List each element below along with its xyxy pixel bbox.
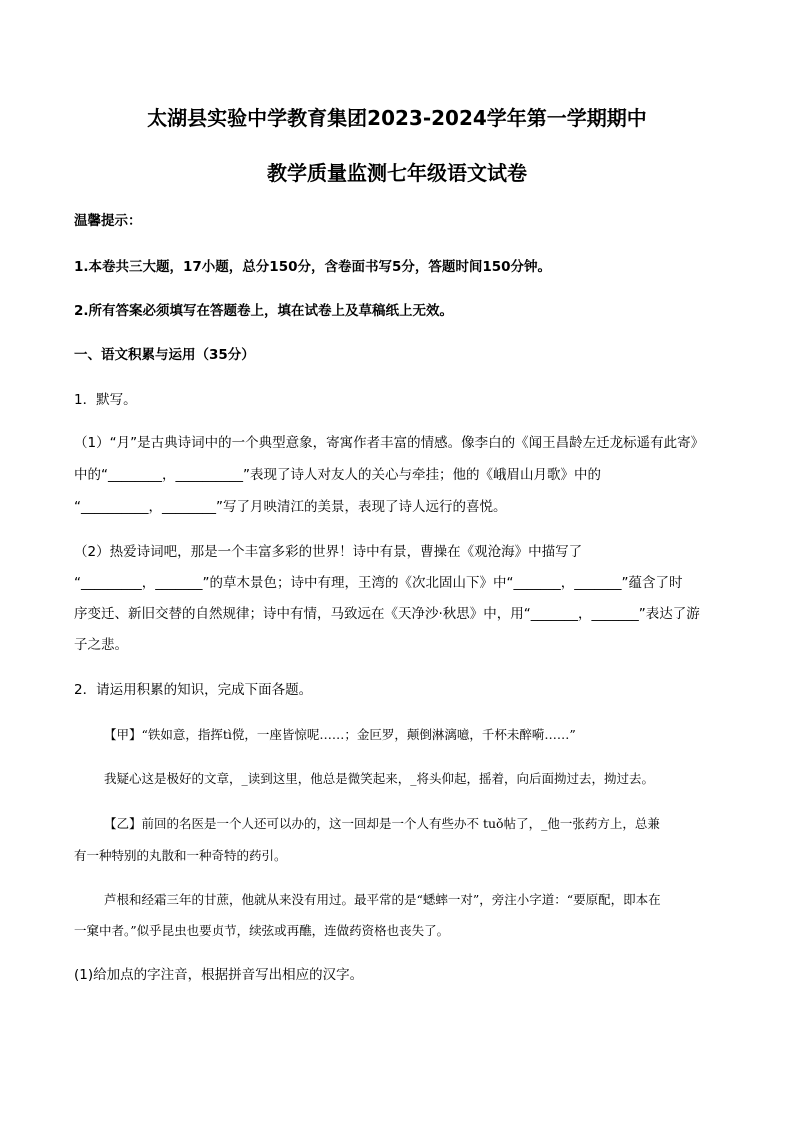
notice-item-1: 1.本卷共三大题，17小题，总分150分，含卷面书写5分，答题时间150分钟。 xyxy=(74,259,552,275)
question-1-label: 1．默写。 xyxy=(74,392,137,408)
passage-yi-line-1: 【乙】前回的名医是一个人还可以办的，这一回却是一个人有些办不 tuǒ帖了，_他一张药方上，总兼 xyxy=(104,816,660,831)
exam-title-line-1: 太湖县实验中学教育集团2023-2024学年第一学期期中 xyxy=(147,106,647,130)
question-1-part-1-line-1: （1）“月”是古典诗词中的一个典型意象，寄寓作者丰富的情感。像李白的《闻王昌龄左迁龙标遥有此寄》 xyxy=(74,435,705,451)
passage-jia-line-1: 【甲】“铁如意，指挥tì傥，一座皆惊呢……；金叵罗，颠倒淋漓噫，千杯未醉嗬……” xyxy=(104,727,576,742)
passage-yi-line-2: 有一种特别的丸散和一种奇特的药引。 xyxy=(74,848,287,863)
exam-title-line-2: 教学质量监测七年级语文试卷 xyxy=(267,161,527,185)
question-1-part-2-line-1: （2）热爱诗词吧，那是一个丰富多彩的世界！诗中有景，曹操在《观沧海》中描写了 xyxy=(74,544,583,560)
notice-item-2: 2.所有答案必须填写在答题卷上，填在试卷上及草稿纸上无效。 xyxy=(74,303,454,319)
passage-jia-line-2: 我疑心这是极好的文章，_读到这里，他总是微笑起来，_将头仰起，摇着，向后面拗过去，拗过去。 xyxy=(104,771,655,786)
question-1-part-2-line-4: 子之悲。 xyxy=(74,637,128,653)
notice-label: 温馨提示： xyxy=(74,213,142,229)
section-1-heading: 一、语文积累与运用（35分） xyxy=(74,347,255,363)
question-2-subquestion-1: (1)给加点的字注音，根据拼音写出相应的汉字。 xyxy=(74,967,364,983)
passage-cont-line-1: 芦根和经霜三年的甘蔗，他就从来没有用过。最平常的是“蟋蟀一对”，旁注小字道：“要原配，即本在 xyxy=(104,892,661,907)
question-1-part-1-line-3: “__________，________”写了月映清江的美景，表现了诗人远行的喜悦。 xyxy=(74,499,507,515)
question-1-part-1-line-2: 中的“________，__________”表现了诗人对友人的关心与牵挂；他的《峨眉山月歌》中的 xyxy=(74,467,601,483)
question-2-label: 2．请运用积累的知识，完成下面各题。 xyxy=(74,682,313,698)
passage-cont-line-2: 一窠中者。”似乎昆虫也要贞节，续弦或再醮，连做药资格也丧失了。 xyxy=(74,923,450,938)
question-1-part-2-line-2: “_________，_______”的草木景色；诗中有理，王湾的《次北固山下》中“_______，_______”蕴含了时 xyxy=(74,575,683,591)
question-1-part-2-line-3: 序变迁、新旧交替的自然规律；诗中有情，马致远在《天净沙·秋思》中，用“_______，_______”表达了游 xyxy=(74,606,700,622)
